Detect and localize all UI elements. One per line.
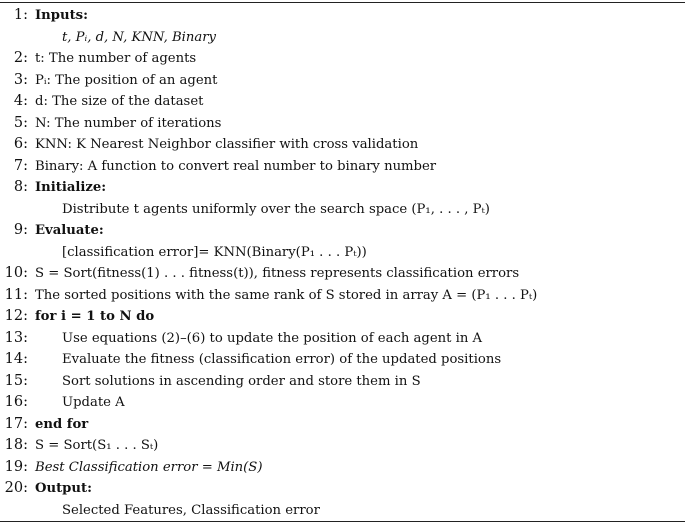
line-number: 18: (4, 437, 28, 453)
line-number: 5: (13, 114, 28, 131)
line-number: 1: (13, 7, 28, 23)
line-text: Output: (35, 481, 92, 496)
line-text: for i = 1 to N do (35, 309, 155, 324)
line-text: t, Pᵢ, d, N, KNN, Binary (62, 29, 216, 45)
line-number: 15: (4, 372, 28, 389)
line-text: end for (35, 416, 89, 432)
line-number: 12: (4, 308, 28, 324)
line-number: 9: (13, 222, 28, 238)
top-rule (0, 2, 685, 3)
line-number: 13: (4, 329, 28, 346)
line-number: 7: (13, 157, 28, 174)
line-text: Binary: A function to convert real number to binary number (35, 158, 437, 174)
line-text: S = Sort(S₁ . . . Sₜ) (35, 438, 159, 453)
bottom-rule (0, 521, 685, 522)
line-number: 14: (4, 351, 28, 367)
line-text: KNN: K Nearest Neighbor classifier with cross validation (35, 137, 419, 152)
line-text: N: The number of iterations (35, 115, 222, 131)
line-number: 19: (4, 458, 28, 475)
line-number: 2: (13, 50, 28, 66)
line-text: Best Classification error = Min(S) (35, 459, 263, 475)
line-text: The sorted positions with the same rank of S stored in array A = (P₁ . . . Pₜ) (35, 287, 538, 303)
line-number: 16: (4, 394, 28, 410)
line-number: 6: (13, 136, 28, 152)
line-text: Pᵢ: The position of an agent (35, 72, 218, 88)
line-text: S = Sort(fitness(1) . . . fitness(t)), fitness represents classification errors (35, 266, 520, 281)
line-number: 3: (13, 71, 28, 88)
line-number: 11: (4, 286, 28, 303)
line-number: 8: (13, 179, 28, 195)
line-text: Use equations (2)–(6) to update the position of each agent in A (62, 330, 483, 346)
line-text: Evaluate: (35, 223, 104, 238)
line-text: t: The number of agents (35, 51, 197, 66)
line-text: Distribute t agents uniformly over the search space (P₁, . . . , Pₜ) (62, 201, 490, 217)
line-text: [classification error]= KNN(Binary(P₁ . . . Pₜ)) (62, 244, 367, 260)
line-text: d: The size of the dataset (35, 94, 204, 109)
line-number: 4: (13, 93, 28, 109)
line-text: Update A (62, 395, 125, 410)
line-number: 10: (4, 265, 28, 281)
line-text: Evaluate the fitness (classification error) of the updated positions (62, 352, 502, 367)
line-text: Inputs: (35, 8, 88, 23)
line-number: 17: (4, 415, 28, 432)
line-text: Initialize: (35, 180, 107, 195)
line-text: Selected Features, Classification error (62, 502, 320, 518)
line-number: 20: (4, 480, 28, 496)
line-text: Sort solutions in ascending order and store them in S (62, 373, 421, 389)
